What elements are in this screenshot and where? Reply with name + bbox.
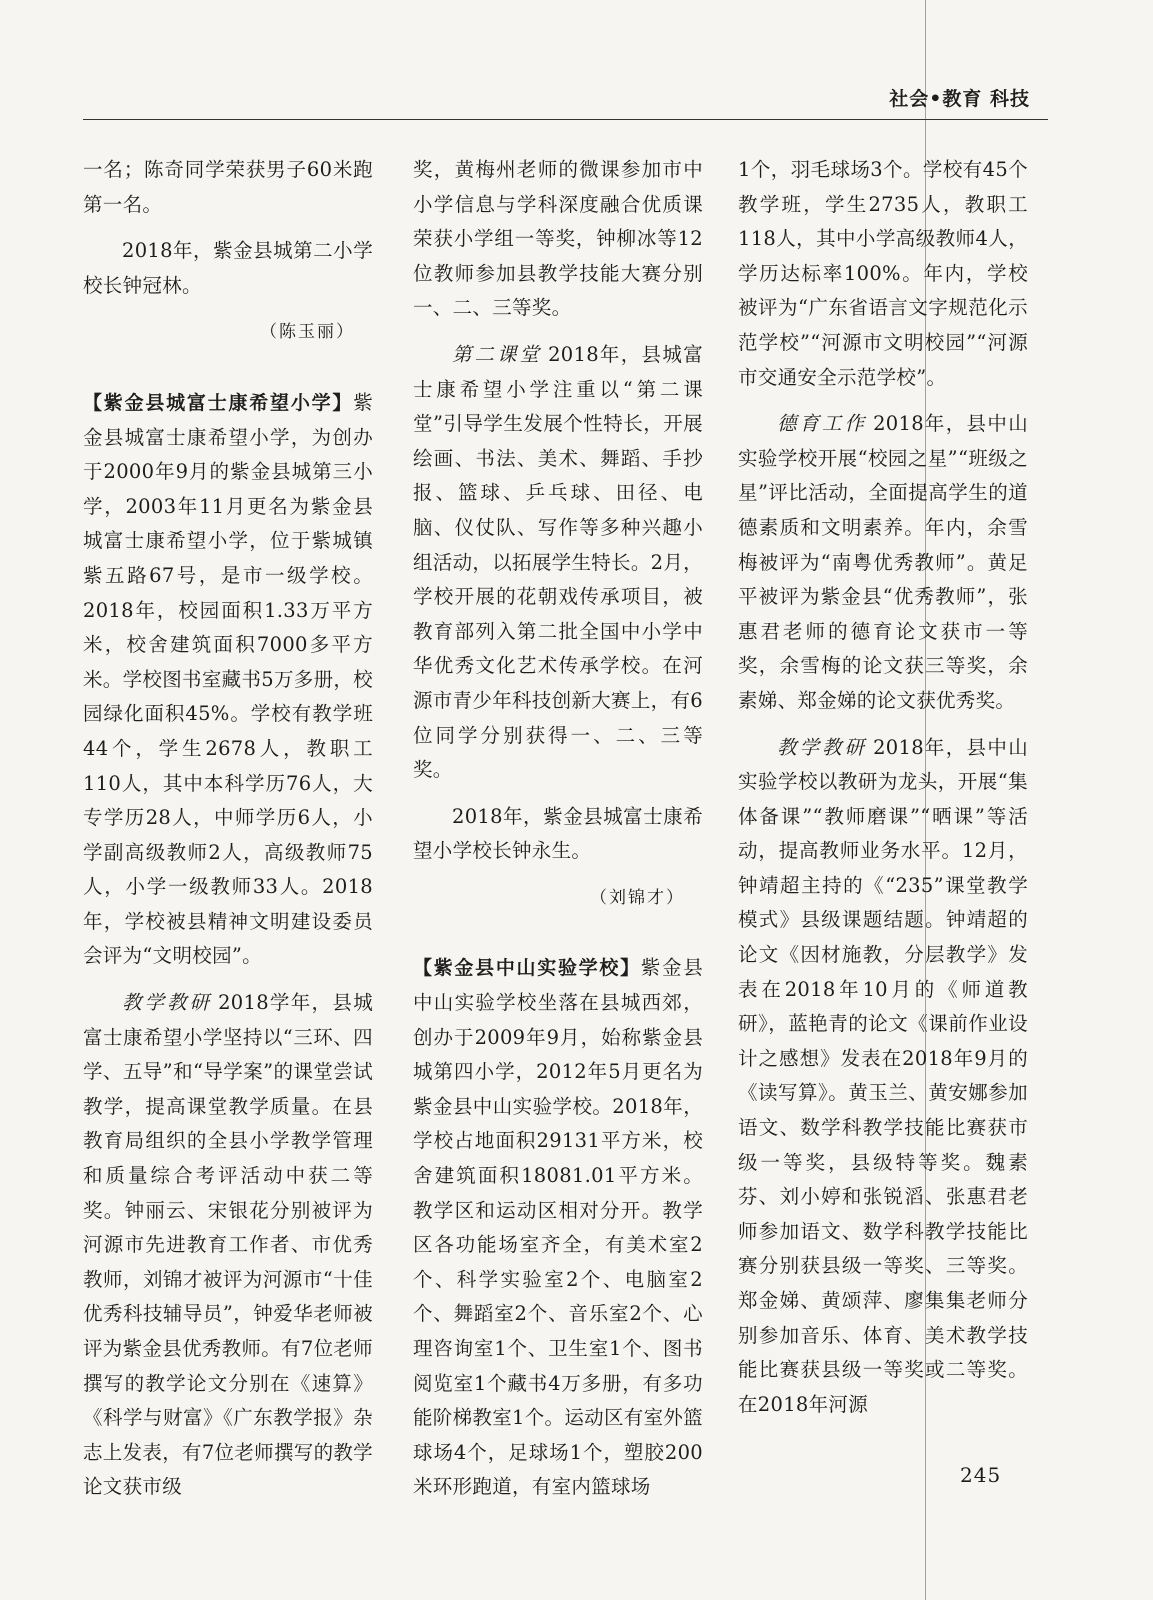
paragraph: 2018年，紫金县城第二小学校长钟冠林。 [83, 239, 373, 297]
paragraph [738, 407, 1028, 718]
article-heading: 【紫金县城富士康希望小学】 [83, 391, 354, 414]
paragraph [413, 338, 703, 788]
article-heading: 【紫金县中山实验学校】 [413, 957, 641, 980]
column-3 [738, 153, 1028, 1422]
column-2 [413, 153, 703, 1505]
paragraph: 2018年，紫金县城富士康希望小学校长钟永生。 [413, 804, 703, 863]
paragraph [738, 731, 1028, 1423]
paragraph: 1个，羽毛球场3个。学校有45个教学班，学生2735人，教职工118人，其中小学高级教师4人，学历达标率100%。年内，学校被评为“广东省语言文字规范化示范学校”“河源市文明校园”“河源市交通安全示范学校”。 [738, 158, 1028, 389]
subheading: 教学教研 [777, 735, 868, 759]
paragraph: 一名；陈奇同学荣获男子60米跑第一名。 [83, 158, 373, 216]
header-rule [83, 119, 1048, 120]
paragraph-text: 2018年，县中山实验学校以教研为龙头，开展“集体备课”“教师磨课”“晒课”等活动，提高教师业务水平。12月，钟靖超主持的《“235”课堂教学模式》县级课题结题。钟靖超的论文《因材施教，分层教学》发表在2018年10月的《师道教研》，蓝艳青的论文《课前作业设计之感想》发表在2018年9月的《读写算》。黄玉兰、黄安娜参加语文、数学科教学技能比赛获市级一等奖，县级特等奖。魏素芬、刘小婷和张锐滔、张惠君老师参加语文、数学科教学技能比赛分别获县级一等奖、三等奖。郑金娣、黄颂萍、廖集集老师分别参加音乐、体育、美术教学技能比赛获县级一等奖或二等奖。在2018年河源 [738, 735, 1028, 1416]
section-title: 社会•教育 科技 [889, 88, 1030, 110]
paragraph: 奖，黄梅州老师的微课参加市中小学信息与学科深度融合优质课荣获小学组一等奖，钟柳冰等12位教师参加县教学技能大赛分别一、二、三等奖。 [413, 158, 703, 320]
paragraph-text: 2018年，县中山实验学校开展“校园之星”“班级之星”评比活动，全面提高学生的道德素质和文明素养。年内，余雪梅被评为“南粤优秀教师”。黄足平被评为紫金县“优秀教师”，张惠君老师的德育论文获市一等奖，余雪梅的论文获三等奖，余素娣、郑金娣的论文获优秀奖。 [738, 412, 1028, 712]
page-number: 245 [960, 1463, 1002, 1487]
subheading: 教学教研 [122, 991, 213, 1015]
byline: （刘锦才） [590, 887, 685, 908]
subheading: 德育工作 [777, 412, 868, 436]
subheading: 第二课堂 [452, 342, 543, 366]
byline: （陈玉丽） [260, 322, 355, 343]
paragraph-text: 2018年，县城富士康希望小学注重以“第二课堂”引导学生发展个性特长，开展绘画、书法、美术、舞蹈、手抄报、篮球、乒乓球、田径、电脑、仪仗队、写作等多种兴趣小组活动，以拓展学生特长。2月，学校开展的花朝戏传承项目，被教育部列入第二批全国中小学中华优秀文化艺术传承学校。在河源市青少年科技创新大赛上，有6位同学分别获得一、二、三等奖。 [413, 342, 703, 782]
column-1 [83, 153, 373, 1505]
article-body [413, 951, 703, 1505]
paragraph-text: 2018学年，县城富士康希望小学坚持以“三环、四学、五导”和“导学案”的课堂尝试教学，提高课堂教学质量。在县教育局组织的全县小学教学管理和质量综合考评活动中获二等奖。钟丽云、宋银花分别被评为河源市先进教育工作者、市优秀教师，刘锦才被评为河源市“十佳优秀科技辅导员”，钟爱华老师被评为紫金县优秀教师。有7位老师撰写的教学论文分别在《速算》《科学与财富》《广东教学报》杂志上发表，有7位老师撰写的教学论文获市级 [83, 991, 373, 1499]
paragraph-text: 紫金县中山实验学校坐落在县城西郊，创办于2009年9月，始称紫金县城第四小学，2012年5月更名为紫金县中山实验学校。2018年，学校占地面积29131平方米，校舍建筑面积18081.01平方米。教学区和运动区相对分开。教学区各功能场室齐全，有美术室2个、科学实验室2个、电脑室2个、舞蹈室2个、音乐室2个、心理咨询室1个、卫生室1个、图书阅览室1个藏书4万多册，有多功能阶梯教室1个。运动区有室外篮球场4个，足球场1个，塑胶200米环形跑道，有室内篮球场 [413, 956, 703, 1499]
paragraph-text: 紫金县城富士康希望小学，为创办于2000年9月的紫金县城第三小学，2003年11月更名为紫金县城富士康希望小学，位于紫城镇紫五路67号，是市一级学校。2018年，校园面积1.33万平方米，校舍建筑面积7000多平方米。学校图书室藏书5万多册，校园绿化面积45%。学校有教学班44个，学生2678人，教职工110人，其中本科学历76人，大专学历28人，中师学历6人，小学副高级教师2人，高级教师75人，小学一级教师33人。2018年，学校被县精神文明建设委员会评为“文明校园”。 [83, 390, 373, 968]
article-body [83, 386, 373, 974]
paragraph [83, 986, 373, 1505]
